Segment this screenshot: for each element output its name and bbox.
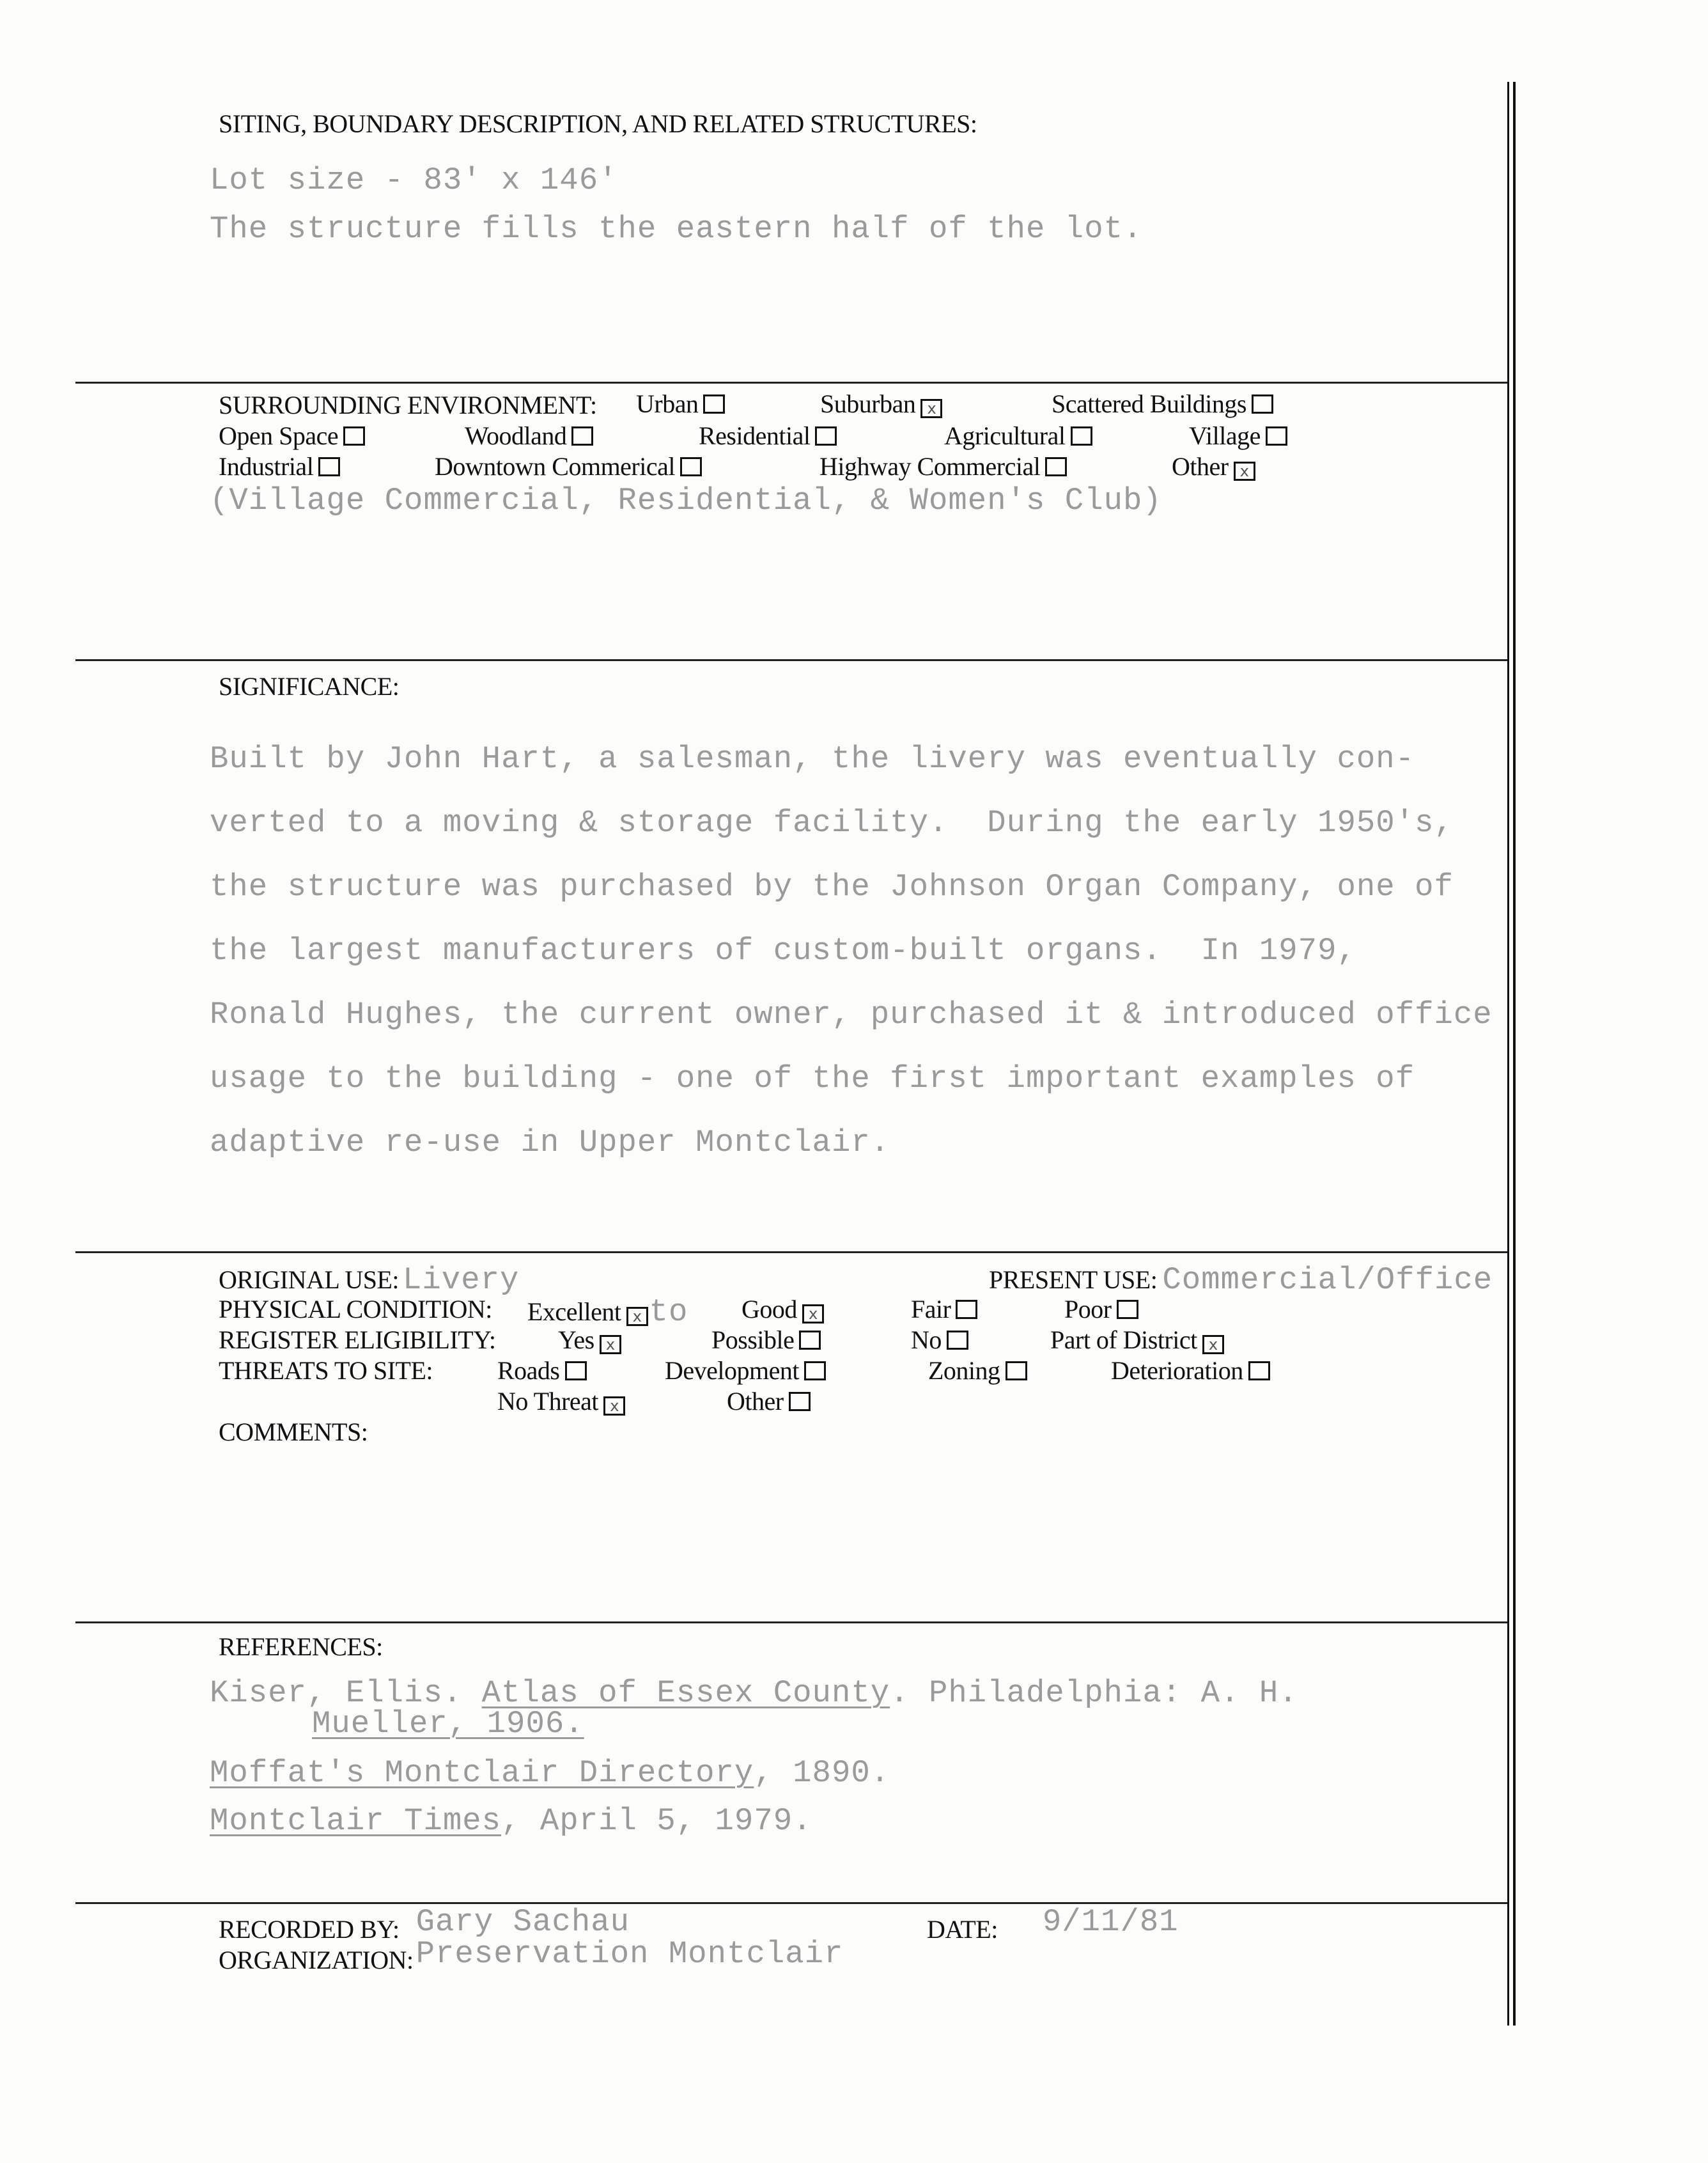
reg-part-district: Part of District x (1050, 1325, 1224, 1355)
section-divider (75, 1621, 1507, 1623)
env-option-woodland: Woodland (465, 421, 593, 451)
checkbox-threat-other[interactable] (789, 1392, 811, 1411)
checkbox-woodland[interactable] (571, 426, 593, 446)
env-option-downtown: Downtown Commerical (435, 451, 702, 481)
checkbox-open-space[interactable] (343, 426, 365, 446)
environment-heading: SURROUNDING ENVIRONMENT: (219, 391, 597, 419)
checkbox-excellent[interactable]: x (626, 1307, 648, 1326)
reg-no: No (911, 1325, 968, 1355)
env-option-village: Village (1189, 421, 1287, 451)
checkbox-urban[interactable] (703, 394, 725, 414)
threats-label: THREATS TO SITE: (219, 1356, 433, 1385)
checkbox-agricultural[interactable] (1071, 426, 1092, 446)
significance-line: the structure was purchased by the Johnson Organ Company, one of (210, 869, 1454, 905)
checkbox-other[interactable]: x (1234, 462, 1255, 481)
physical-condition-label: PHYSICAL CONDITION: (219, 1295, 492, 1324)
references-heading: REFERENCES: (219, 1632, 383, 1661)
checkbox-fair[interactable] (956, 1300, 977, 1319)
original-use-value: Livery (403, 1262, 520, 1298)
env-option-scattered: Scattered Buildings (1052, 389, 1273, 419)
date-value: 9/11/81 (1042, 1904, 1179, 1940)
cond-poor: Poor (1064, 1294, 1138, 1324)
env-option-other: Other x (1172, 451, 1255, 481)
reference-1: Kiser, Ellis. Atlas of Essex County. Philadelphia: A. H. (210, 1675, 1298, 1711)
significance-heading: SIGNIFICANCE: (219, 672, 400, 701)
reg-possible: Possible (711, 1325, 821, 1355)
significance-line: adaptive re-use in Upper Montclair. (210, 1125, 890, 1160)
checkbox-suburban[interactable]: x (920, 399, 942, 418)
checkbox-good[interactable]: x (802, 1304, 824, 1324)
cond-fair: Fair (911, 1294, 977, 1324)
significance-text (210, 711, 1493, 1191)
right-border-line (1507, 82, 1509, 2026)
env-option-agricultural: Agricultural (944, 421, 1092, 451)
significance-line: Ronald Hughes, the current owner, purchased it & introduced office (210, 997, 1493, 1033)
cond-good: Good x (741, 1294, 824, 1324)
significance-line: usage to the building - one of the first important examples of (210, 1061, 1415, 1097)
reference-2-title: Moffat's Montclair Directory (210, 1755, 754, 1791)
checkbox-village[interactable] (1266, 426, 1287, 446)
env-option-open-space: Open Space (219, 421, 365, 451)
right-border-line-outer (1513, 82, 1516, 2026)
recorded-by: RECORDED BY: Gary Sachau (219, 1904, 630, 1944)
checkbox-no-threat[interactable]: x (603, 1396, 625, 1416)
significance-line: the largest manufacturers of custom-built organs. In 1979, (210, 933, 1356, 969)
env-option-suburban: Suburban x (820, 389, 942, 419)
siting-text-line-2: The structure fills the eastern half of the lot. (210, 211, 1143, 247)
env-option-industrial: Industrial (219, 451, 340, 481)
threat-development: Development (665, 1355, 826, 1386)
date-label: DATE: 9/11/81 (927, 1904, 1179, 1944)
threat-deterioration: Deterioration (1111, 1355, 1270, 1386)
present-use-label: PRESENT USE: Commercial/Office (989, 1262, 1493, 1298)
reference-3: Montclair Times, April 5, 1979. (210, 1803, 812, 1839)
significance-line: verted to a moving & storage facility. During the early 1950's, (210, 805, 1454, 841)
checkbox-roads[interactable] (565, 1361, 587, 1380)
checkbox-industrial[interactable] (318, 457, 340, 476)
threat-no-threat: No Threat x (497, 1386, 625, 1416)
present-use-value: Commercial/Office (1162, 1262, 1493, 1298)
reference-2: Moffat's Montclair Directory, 1890. (210, 1755, 890, 1791)
reg-yes: Yes x (558, 1325, 621, 1355)
organization-value: Preservation Montclair (415, 1936, 844, 1972)
checkbox-zoning[interactable] (1005, 1361, 1027, 1380)
checkbox-part-district[interactable]: x (1202, 1335, 1224, 1354)
checkbox-scattered[interactable] (1252, 394, 1273, 414)
threat-zoning: Zoning (928, 1355, 1027, 1386)
env-option-urban: Urban (636, 389, 725, 419)
checkbox-no[interactable] (947, 1331, 968, 1350)
recorded-by-value: Gary Sachau (415, 1904, 630, 1940)
checkbox-highway[interactable] (1045, 457, 1067, 476)
checkbox-deterioration[interactable] (1248, 1361, 1270, 1380)
threat-roads: Roads (497, 1355, 587, 1386)
checkbox-yes[interactable]: x (600, 1335, 621, 1354)
reference-1-title: Atlas of Essex County (481, 1675, 890, 1711)
reference-1-line-2: Mueller, 1906. (312, 1706, 584, 1742)
siting-heading: SITING, BOUNDARY DESCRIPTION, AND RELATED STRUCTURES: (219, 109, 977, 138)
environment-note: (Village Commercial, Residential, & Women's Club) (210, 483, 1162, 519)
siting-text-line-1: Lot size - 83' x 146' (210, 162, 618, 198)
checkbox-poor[interactable] (1117, 1300, 1138, 1319)
section-divider (75, 1251, 1507, 1253)
comments-label: COMMENTS: (219, 1417, 368, 1446)
checkbox-downtown[interactable] (680, 457, 702, 476)
checkbox-residential[interactable] (815, 426, 837, 446)
section-divider (75, 1902, 1507, 1904)
section-divider (75, 659, 1507, 661)
condition-to: to (649, 1294, 688, 1330)
checkbox-development[interactable] (804, 1361, 826, 1380)
original-use-label: ORIGINAL USE: Livery (219, 1262, 520, 1298)
cond-excellent: Excellent x to (527, 1294, 688, 1330)
threat-other: Other (727, 1386, 811, 1416)
env-option-highway: Highway Commercial (819, 451, 1067, 481)
significance-line: Built by John Hart, a salesman, the livery was eventually con- (210, 741, 1415, 777)
checkbox-possible[interactable] (799, 1331, 821, 1350)
section-divider (75, 382, 1507, 384)
env-option-residential: Residential (699, 421, 837, 451)
reference-3-title: Montclair Times (210, 1803, 502, 1839)
register-eligibility-label: REGISTER ELIGIBILITY: (219, 1325, 496, 1354)
organization: ORGANIZATION:Preservation Montclair (219, 1936, 844, 1974)
